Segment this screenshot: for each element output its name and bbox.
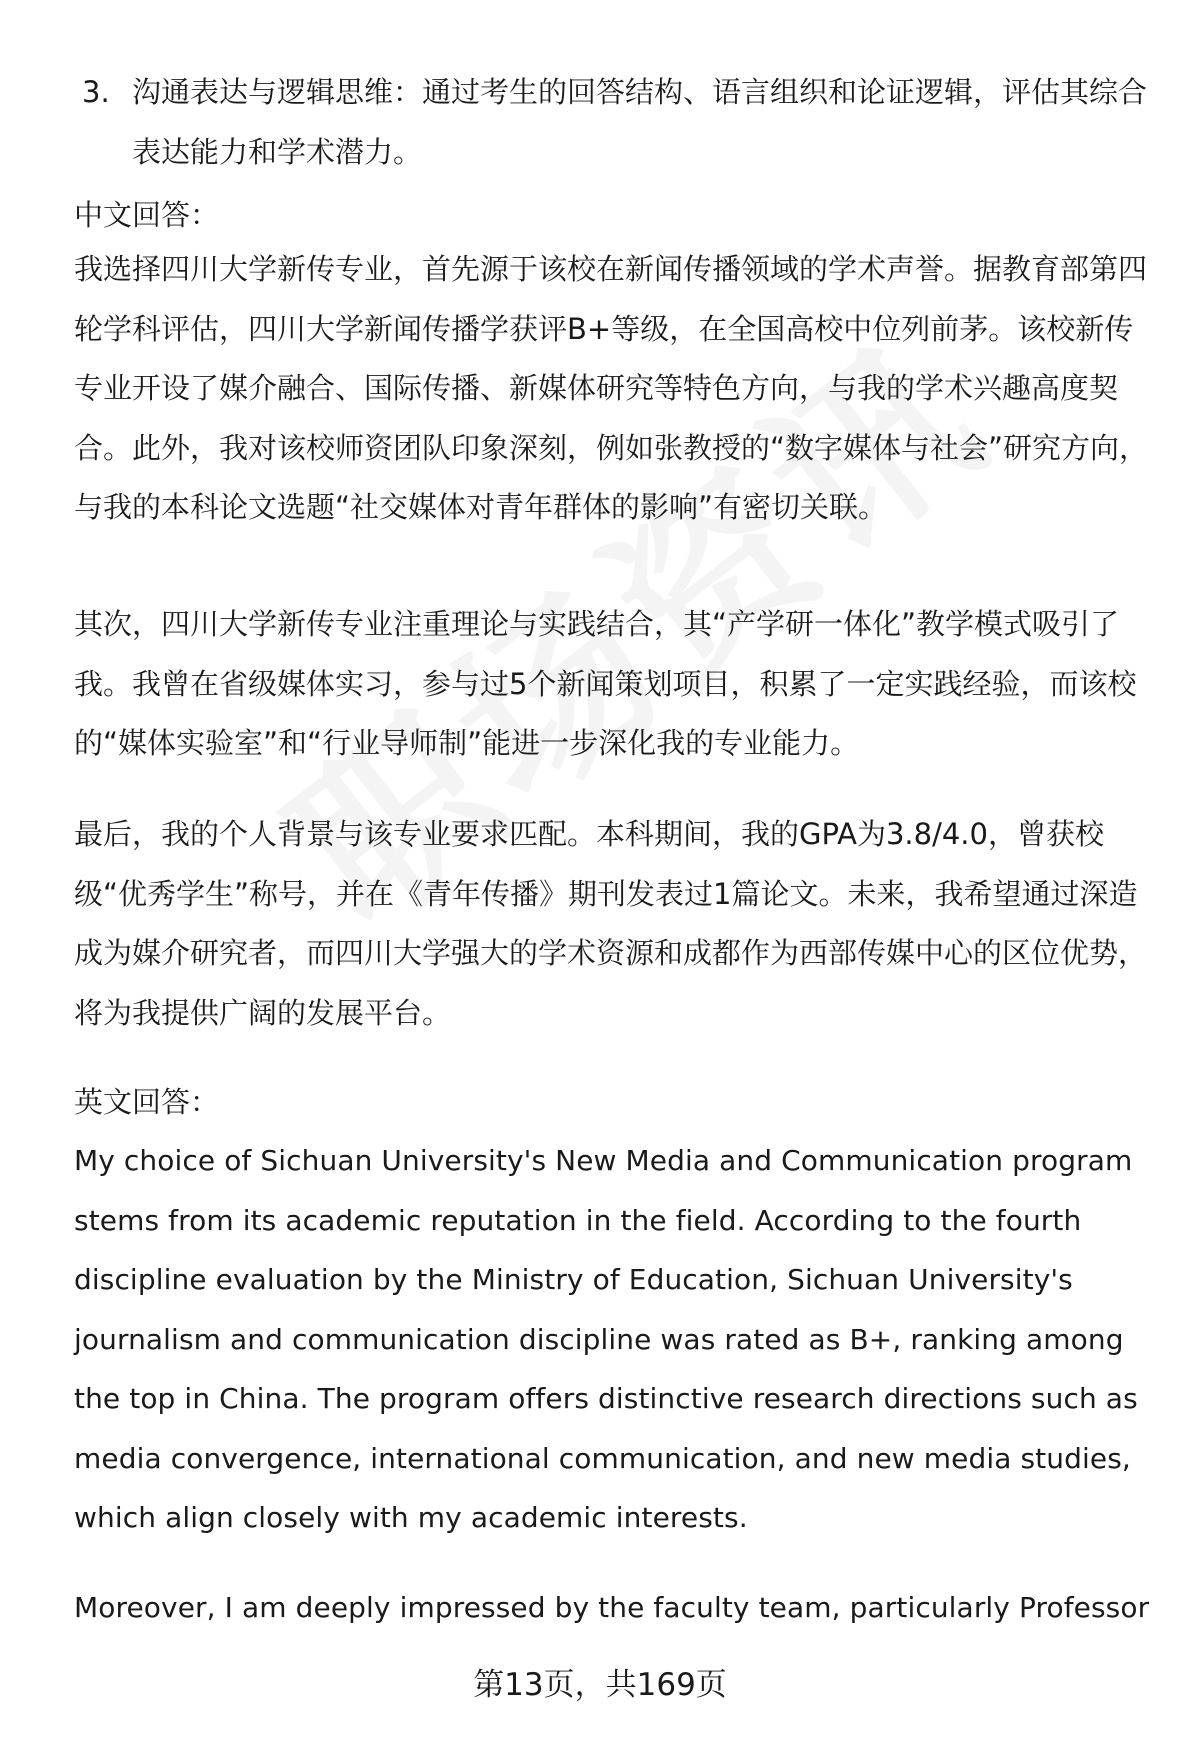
list-text: 沟通表达与逻辑思维：通过考生的回答结构、语言组织和论证逻辑，评估其综合表达能力和学术潜力。 — [132, 75, 1148, 169]
chinese-answer-heading: 中文回答： — [74, 198, 220, 232]
english-answer-heading: 英文回答： — [74, 1085, 220, 1119]
list-number: 3. — [82, 75, 110, 109]
chinese-paragraph-1: 我选择四川大学新传专业，首先源于该校在新闻传播领域的学术声誉。据教育部第四轮学科评估，四川大学新闻传播学获评B+等级，在全国高校中位列前茅。该校新传专业开设了媒介融合、国际传播、新媒体研究等特色方向，与我的学术兴趣高度契合。此外，我对该校师资团队印象深刻，例如张教授的“数字媒体与社会”研究方向，与我的本科论文选题“社交媒体对青年群体的影响”有密切关联。 — [74, 252, 1149, 524]
chinese-paragraph-2: 其次，四川大学新传专业注重理论与实践结合，其“产学研一体化”教学模式吸引了我。我曾在省级媒体实习，参与过5个新闻策划项目，积累了一定实践经验，而该校的“媒体实验室”和“行业导师制”能进一步深化我的专业能力。 — [74, 607, 1137, 760]
english-paragraph-1: My choice of Sichuan University's New Media and Communication program stems from its academic reputation in the field. According to the fourth discipline evaluation by the Ministry of Education, Sichuan University's journalism and communication discipline was rated as B+, ranking among the top in China. The program offers distinctive research directions such as media convergence, international communication, and new media studies, which align closely with my academic interests. — [74, 1144, 1138, 1534]
list-item-3 — [82, 62, 1157, 182]
page-number: 第13页，共169页 — [473, 1667, 727, 1703]
english-paragraph-2: Moreover, I am deeply impressed by the faculty team, particularly Professor — [74, 1591, 1150, 1624]
chinese-paragraph-3: 最后，我的个人背景与该专业要求匹配。本科期间，我的GPA为3.8/4.0，曾获校级“优秀学生”称号，并在《青年传播》期刊发表过1篇论文。未来，我希望通过深造成为媒介研究者，而四川大学强大的学术资源和成都作为西部传媒中心的区位优势，将为我提供广阔的发展平台。 — [74, 817, 1148, 1030]
